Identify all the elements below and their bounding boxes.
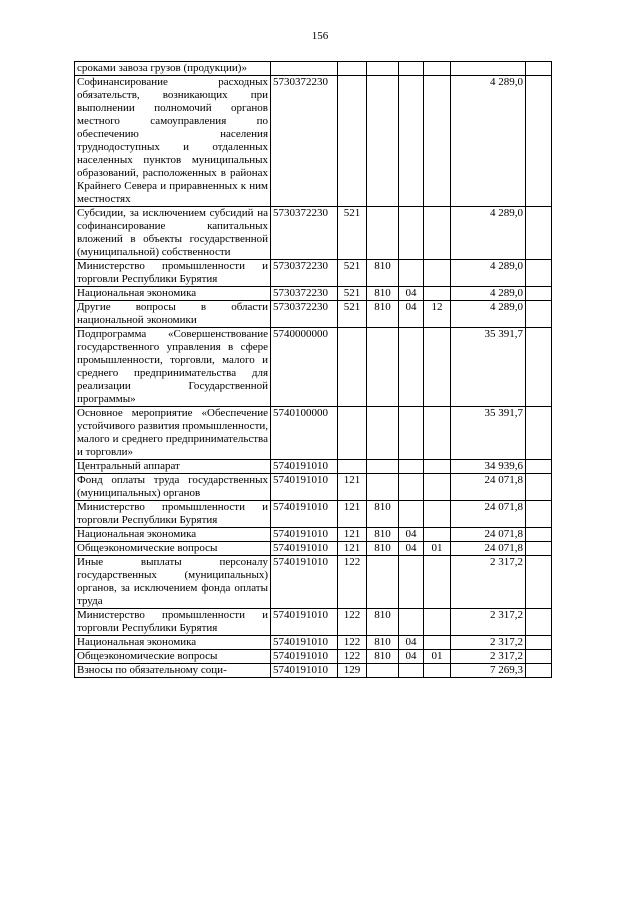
cell-extra (526, 542, 552, 556)
cell-amount: 2 317,2 (451, 650, 526, 664)
cell-target-code: 5730372230 (271, 76, 338, 207)
cell-extra (526, 76, 552, 207)
cell-extra (526, 528, 552, 542)
cell-amount: 35 391,7 (451, 407, 526, 460)
cell-extra (526, 474, 552, 501)
table-row (75, 528, 552, 542)
table-row (75, 556, 552, 609)
cell-subsection: 01 (424, 650, 451, 664)
cell-expense-type (338, 328, 367, 407)
cell-amount: 7 269,3 (451, 664, 526, 678)
cell-expense-type: 521 (338, 301, 367, 328)
cell-ministry-code (367, 460, 399, 474)
table-row (75, 287, 552, 301)
cell-target-code: 5740191010 (271, 556, 338, 609)
cell-section (399, 474, 424, 501)
cell-ministry-code: 810 (367, 501, 399, 528)
cell-subsection (424, 62, 451, 76)
cell-target-code: 5740191010 (271, 650, 338, 664)
cell-name: Национальная экономика (75, 528, 271, 542)
cell-amount: 4 289,0 (451, 260, 526, 287)
cell-target-code: 5740100000 (271, 407, 338, 460)
cell-ministry-code (367, 76, 399, 207)
cell-extra (526, 664, 552, 678)
cell-expense-type: 121 (338, 542, 367, 556)
cell-subsection (424, 636, 451, 650)
cell-name: Национальная экономика (75, 287, 271, 301)
cell-target-code: 5740191010 (271, 664, 338, 678)
cell-subsection (424, 664, 451, 678)
cell-section (399, 460, 424, 474)
cell-expense-type: 121 (338, 474, 367, 501)
cell-target-code: 5730372230 (271, 260, 338, 287)
table-row (75, 460, 552, 474)
cell-ministry-code (367, 407, 399, 460)
cell-expense-type: 521 (338, 207, 367, 260)
cell-section (399, 207, 424, 260)
table-row (75, 328, 552, 407)
table-row (75, 407, 552, 460)
cell-ministry-code: 810 (367, 528, 399, 542)
cell-target-code: 5740191010 (271, 474, 338, 501)
cell-amount: 24 071,8 (451, 528, 526, 542)
cell-section: 04 (399, 636, 424, 650)
cell-extra (526, 301, 552, 328)
cell-subsection (424, 474, 451, 501)
cell-expense-type: 121 (338, 501, 367, 528)
table-row (75, 207, 552, 260)
cell-expense-type: 521 (338, 287, 367, 301)
cell-name: Взносы по обязательному соци- (75, 664, 271, 678)
cell-name: Основное мероприятие «Обеспечение устойчивого развития промышленности, малого и среднего предпринимательства и торговли» (75, 407, 271, 460)
cell-amount: 2 317,2 (451, 609, 526, 636)
cell-section (399, 556, 424, 609)
table-row (75, 636, 552, 650)
cell-extra (526, 287, 552, 301)
cell-expense-type (338, 460, 367, 474)
cell-target-code: 5740191010 (271, 501, 338, 528)
cell-amount: 2 317,2 (451, 556, 526, 609)
cell-target-code: 5730372230 (271, 287, 338, 301)
budget-table (74, 61, 552, 678)
cell-section (399, 609, 424, 636)
cell-amount: 4 289,0 (451, 301, 526, 328)
cell-expense-type: 129 (338, 664, 367, 678)
table-row (75, 76, 552, 207)
cell-section (399, 260, 424, 287)
cell-expense-type: 122 (338, 556, 367, 609)
cell-extra (526, 260, 552, 287)
cell-amount: 24 071,8 (451, 501, 526, 528)
cell-expense-type: 121 (338, 528, 367, 542)
cell-amount: 34 939,6 (451, 460, 526, 474)
cell-expense-type (338, 62, 367, 76)
cell-ministry-code (367, 207, 399, 260)
cell-section (399, 407, 424, 460)
cell-subsection (424, 407, 451, 460)
cell-ministry-code (367, 556, 399, 609)
cell-name: Иные выплаты персоналу государственных (муниципальных) органов, за исключением фонда оплаты труда (75, 556, 271, 609)
cell-name: Фонд оплаты труда государственных (муниципальных) органов (75, 474, 271, 501)
cell-amount: 35 391,7 (451, 328, 526, 407)
cell-extra (526, 460, 552, 474)
table-row (75, 474, 552, 501)
cell-ministry-code (367, 664, 399, 678)
cell-amount: 4 289,0 (451, 76, 526, 207)
cell-section (399, 501, 424, 528)
cell-target-code: 5740191010 (271, 609, 338, 636)
cell-subsection (424, 328, 451, 407)
cell-target-code: 5740000000 (271, 328, 338, 407)
cell-extra (526, 650, 552, 664)
cell-name: Национальная экономика (75, 636, 271, 650)
cell-ministry-code: 810 (367, 260, 399, 287)
cell-subsection: 12 (424, 301, 451, 328)
cell-extra (526, 556, 552, 609)
cell-subsection (424, 260, 451, 287)
cell-amount: 2 317,2 (451, 636, 526, 650)
cell-section: 04 (399, 650, 424, 664)
cell-name: Министерство промышленности и торговли Республики Бурятия (75, 609, 271, 636)
cell-name: сроками завоза грузов (продукции)» (75, 62, 271, 76)
cell-amount: 4 289,0 (451, 207, 526, 260)
cell-extra (526, 407, 552, 460)
cell-ministry-code (367, 328, 399, 407)
cell-extra (526, 636, 552, 650)
cell-amount: 24 071,8 (451, 474, 526, 501)
table-row (75, 664, 552, 678)
cell-target-code: 5740191010 (271, 528, 338, 542)
cell-target-code: 5740191010 (271, 636, 338, 650)
cell-name: Министерство промышленности и торговли Республики Бурятия (75, 501, 271, 528)
cell-section (399, 76, 424, 207)
table-row (75, 260, 552, 287)
table-row (75, 609, 552, 636)
cell-extra (526, 328, 552, 407)
table-row (75, 501, 552, 528)
cell-expense-type (338, 76, 367, 207)
cell-subsection (424, 501, 451, 528)
cell-target-code: 5740191010 (271, 460, 338, 474)
cell-section: 04 (399, 301, 424, 328)
cell-expense-type: 122 (338, 650, 367, 664)
cell-expense-type: 521 (338, 260, 367, 287)
table-row (75, 62, 552, 76)
cell-amount: 4 289,0 (451, 287, 526, 301)
cell-section: 04 (399, 528, 424, 542)
cell-subsection (424, 528, 451, 542)
cell-ministry-code: 810 (367, 542, 399, 556)
cell-ministry-code (367, 62, 399, 76)
table-row (75, 301, 552, 328)
cell-subsection (424, 76, 451, 207)
cell-target-code: 5730372230 (271, 207, 338, 260)
cell-target-code: 5730372230 (271, 301, 338, 328)
cell-name: Центральный аппарат (75, 460, 271, 474)
cell-ministry-code (367, 474, 399, 501)
cell-subsection: 01 (424, 542, 451, 556)
cell-ministry-code: 810 (367, 650, 399, 664)
cell-ministry-code: 810 (367, 609, 399, 636)
cell-section (399, 328, 424, 407)
cell-name: Софинансирование расходных обязательств, возникающих при выполнении полномочий органов местного самоуправления по обеспечению населения труднодоступных и отдаленных населенных пунктов муниципальных образований, расположенных в районах Крайнего Севера и приравненных к ним местностях (75, 76, 271, 207)
cell-target-code: 5740191010 (271, 542, 338, 556)
cell-extra (526, 609, 552, 636)
table-row (75, 650, 552, 664)
cell-section: 04 (399, 542, 424, 556)
cell-expense-type: 122 (338, 636, 367, 650)
cell-amount: 24 071,8 (451, 542, 526, 556)
cell-section: 04 (399, 287, 424, 301)
cell-section (399, 664, 424, 678)
cell-subsection (424, 556, 451, 609)
cell-ministry-code: 810 (367, 301, 399, 328)
cell-name: Другие вопросы в области национальной экономики (75, 301, 271, 328)
cell-subsection (424, 207, 451, 260)
cell-amount (451, 62, 526, 76)
cell-extra (526, 207, 552, 260)
cell-extra (526, 501, 552, 528)
cell-expense-type (338, 407, 367, 460)
cell-extra (526, 62, 552, 76)
cell-name: Подпрограмма «Совершенствование государственного управления в сфере промышленности, торговли, малого и среднего предпринимательства для реализации Государственной программы» (75, 328, 271, 407)
cell-expense-type: 122 (338, 609, 367, 636)
cell-name: Общеэкономические вопросы (75, 542, 271, 556)
cell-name: Министерство промышленности и торговли Республики Бурятия (75, 260, 271, 287)
table-row (75, 542, 552, 556)
cell-section (399, 62, 424, 76)
cell-name: Общеэкономические вопросы (75, 650, 271, 664)
cell-target-code (271, 62, 338, 76)
cell-subsection (424, 609, 451, 636)
cell-name: Субсидии, за исключением субсидий на софинансирование капитальных вложений в объекты государственной (муниципальной) собственности (75, 207, 271, 260)
page-number: 156 (311, 30, 329, 42)
cell-ministry-code: 810 (367, 636, 399, 650)
cell-subsection (424, 460, 451, 474)
cell-subsection (424, 287, 451, 301)
cell-ministry-code: 810 (367, 287, 399, 301)
